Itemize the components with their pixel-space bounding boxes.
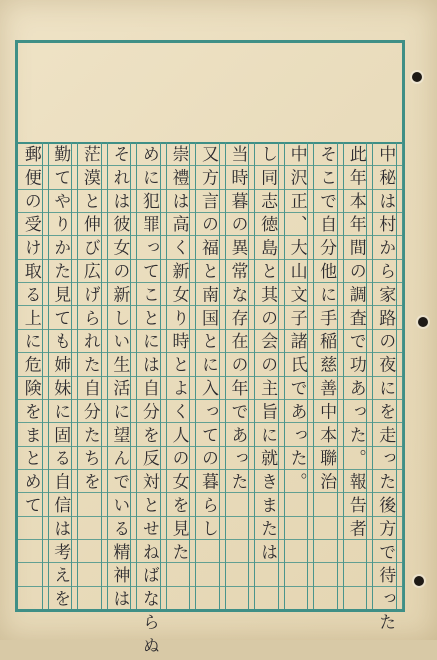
- handwritten-text-line: 又方言の福と南国とに入っての暮らし: [197, 145, 218, 543]
- binder-hole-bottom: [414, 576, 424, 586]
- manuscript-column: [284, 142, 315, 609]
- handwritten-text-line: めに犯罪ってことには自分を反対とせねばならぬ: [138, 145, 159, 660]
- handwritten-text-line: そこで自分他に手稲慈善中本聯治: [316, 145, 337, 496]
- manuscript-column: [343, 142, 374, 609]
- header-box: [18, 43, 402, 144]
- manuscript-column: [225, 142, 256, 609]
- handwritten-text-line: 郵便の受け取る上に危険をまとめて: [20, 145, 41, 520]
- column-gutter: [278, 142, 284, 609]
- handwritten-text-line: 此年本年間の調査で功あった。報告者: [345, 145, 366, 543]
- column-gutter: [307, 142, 313, 609]
- handwritten-text-line: 勤てやりかた見ても姉妹に固る自信は考えを: [50, 145, 71, 613]
- binder-hole-top: [412, 72, 422, 82]
- manuscript-grid: [18, 142, 402, 660]
- handwritten-text-line: それは彼女の新しい生活に望んでいる精神は: [109, 145, 130, 613]
- manuscript-frame: [15, 40, 405, 660]
- column-gutter: [337, 142, 343, 609]
- column-gutter: [248, 142, 254, 609]
- manuscript-column: [77, 142, 108, 609]
- column-gutter: [71, 142, 77, 609]
- handwritten-text-line: 茫漠と伸び広げられた自分たちを: [79, 145, 100, 496]
- column-gutter: [219, 142, 225, 609]
- handwritten-text-line: 崇禮は高く新女り時とよく人の女を見た: [168, 145, 189, 567]
- manuscript-column: [166, 142, 197, 609]
- column-gutter: [396, 142, 402, 609]
- column-gutter: [160, 142, 166, 609]
- handwritten-text-line: 中沢正、大山文子諸氏であった。: [286, 145, 307, 496]
- handwritten-text-line: 中秘は村から家路の夜にを走った後方で待った: [375, 145, 396, 637]
- manuscript-column: [313, 142, 344, 609]
- manuscript-column: [136, 142, 167, 660]
- handwritten-text-line: 当時暮の異常な存在の年であった: [227, 145, 248, 496]
- manuscript-column: [372, 142, 403, 637]
- column-gutter: [189, 142, 195, 609]
- manuscript-column: [195, 142, 226, 609]
- handwritten-text-line: し同志徳島と其の会の主旨に就きまたは: [257, 145, 278, 567]
- manuscript-column: [18, 142, 49, 609]
- column-gutter: [101, 142, 107, 609]
- column-gutter: [130, 142, 136, 609]
- manuscript-column: [254, 142, 285, 609]
- binder-hole-middle: [418, 317, 428, 327]
- manuscript-column: [48, 142, 79, 613]
- column-gutter: [42, 142, 48, 609]
- column-gutter: [366, 142, 372, 609]
- manuscript-column: [107, 142, 138, 613]
